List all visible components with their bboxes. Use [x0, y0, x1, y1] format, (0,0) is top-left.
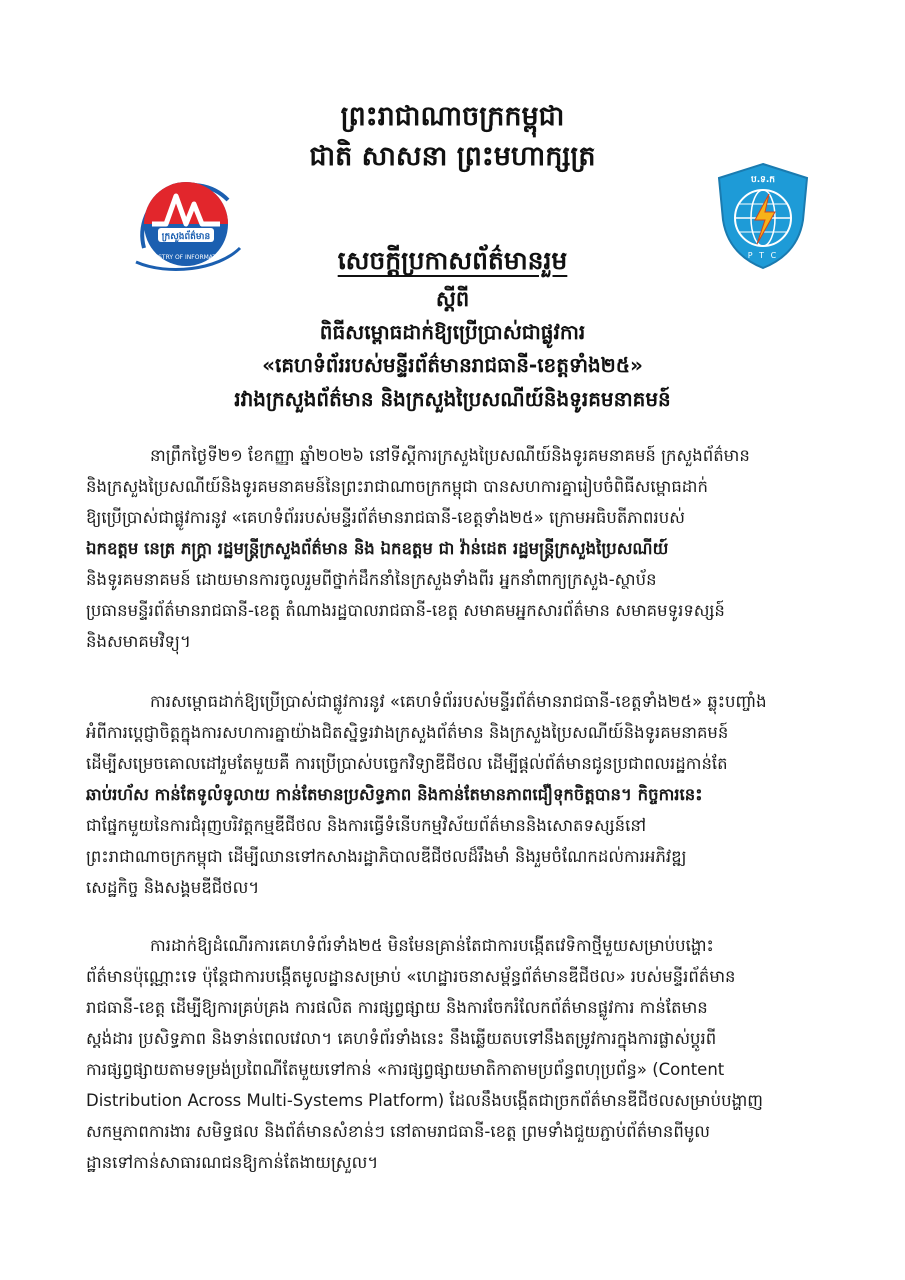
- paragraph-line: អំពីការប្តេជ្ញាចិត្តក្នុងការសហការគ្នាយ៉ាងជិតស្និទ្ធរវាងក្រសួងព័ត៌មាន និងក្រសួងប្រៃសណីយ៍និងទូរគមនាគមន៍: [86, 723, 729, 742]
- paragraph-line: ជាផ្នែកមួយនៃការជំរុញបរិវត្តកម្មឌីជីថល និងការធ្វើទំនើបកម្មវិស័យព័ត៌មាននិងសោតទស្សន៍នៅ: [86, 816, 647, 835]
- paragraph-3: [86, 930, 828, 1178]
- paragraph-line: ព្រះរាជាណាចក្រកម្ពុជា ដើម្បីឈានទៅកសាងរដ្ឋាភិបាលឌីជីថលដ៏រឹងមាំ និងរួមចំណែកដល់ការអភិវឌ្ឍ: [86, 847, 687, 866]
- paragraph-line: និងទូរគមនាគមន៍ ដោយមានការចូលរួមពីថ្នាក់ដឹកនាំនៃក្រសួងទាំងពីរ អ្នកនាំពាក្យក្រសួង-ស្ថាប័ន: [86, 570, 657, 589]
- paragraph-line: ការដាក់ឱ្យដំណើរការគេហទំព័រទាំង២៥ មិនមែនគ្រាន់តែជាការបង្កើតវេទិកាថ្មីមួយសម្រាប់បង្ហោះ: [150, 936, 714, 955]
- paragraph-line: នាព្រឹកថ្ងៃទី២១ ខែកញ្ញា ឆ្នាំ២០២៦ នៅទីស្ដីការក្រសួងប្រៃសណីយ៍និងទូរគមនាគមន៍ ក្រសួងព័ត៌មាន: [150, 446, 750, 465]
- paragraph-2: [86, 686, 828, 903]
- title-line-2: «គេហទំព័ររបស់មន្ទីរព័ត៌មានរាជធានី-ខេត្តទាំង២៥»: [262, 353, 643, 377]
- paragraph-line: សេដ្ឋកិច្ច និងសង្គមឌីជីថល។: [86, 878, 260, 897]
- paragraph-line: ព័ត៌មានប៉ុណ្ណោះទេ ប៉ុន្តែជាការបង្កើតមូលដ្ឋានសម្រាប់ «ហេដ្ឋារចនាសម្ព័ន្ធព័ត៌មានឌីជីថល» របស់មន្ទីរព័ត៌មាន: [86, 967, 736, 986]
- kingdom-heading: ព្រះរាជាណាចក្រកម្ពុជា: [340, 101, 565, 132]
- paragraph-line: រាជធានី-ខេត្ត ដើម្បីឱ្យការគ្រប់គ្រង ការផលិត ការផ្សព្វផ្សាយ និងការចែករំលែកព័ត៌មានផ្លូវការ កាន់តែមាន: [86, 998, 708, 1017]
- paragraph-line: ដើម្បីសម្រេចគោលដៅរួមតែមួយគឺ ការប្រើប្រាស់បច្ចេកវិទ្យាឌីជីថល ដើម្បីផ្ដល់ព័ត៌មានជូនប្រជាពលរដ្ឋកាន់តែ: [86, 754, 728, 773]
- paragraph-line: ឱ្យប្រើប្រាស់ជាផ្លូវការនូវ «គេហទំព័ររបស់មន្ទីរព័ត៌មានរាជធានី-ខេត្តទាំង២៥» ក្រោមអធិបតីភាពរបស់: [86, 508, 685, 527]
- paragraph-line: សកម្មភាពការងារ សមិទ្ធផល និងព័ត៌មានសំខាន់ៗ នៅតាមរាជធានី-ខេត្ត ព្រមទាំងជួយភ្ជាប់ព័ត៌មានពីមូល: [86, 1122, 711, 1141]
- title-line-3: រវាងក្រសួងព័ត៌មាន និងក្រសួងប្រៃសណីយ៍និងទូរគមនាគមន៍: [234, 387, 671, 411]
- logo-right-top-label: ប.ទ.ក: [751, 175, 775, 185]
- paragraph-line: ការផ្សព្វផ្សាយតាមទម្រង់ប្រពៃណីតែមួយទៅកាន់ «ការផ្សព្វផ្សាយមាតិកាតាមប្រព័ន្ធពហុប្រព័ន្ធ» (Content: [86, 1060, 725, 1079]
- paragraph-1: [86, 440, 828, 657]
- document-title: សេចក្ដីប្រកាសព័ត៌មានរួម: [337, 246, 568, 275]
- motto-heading: ជាតិ សាសនា ព្រះមហាក្សត្រ: [309, 141, 596, 172]
- logo-left-label: ក្រសួងព័ត៌មាន: [161, 232, 211, 242]
- title-about: ស្ដីពី: [435, 287, 470, 311]
- paragraph-line: និងក្រសួងប្រៃសណីយ៍និងទូរគមនាគមន៍នៃព្រះរាជាណាចក្រកម្ពុជា បានសហការគ្នារៀបចំពិធីសម្ពោធដាក់: [86, 477, 708, 496]
- paragraph-line: ឆាប់រហ័ស កាន់តែទូលំទូលាយ កាន់តែមានប្រសិទ្ធភាព និងកាន់តែមានភាពជឿទុកចិត្តបាន។ កិច្ចការនេះ: [86, 785, 703, 804]
- paragraph-line: ប្រធានមន្ទីរព័ត៌មានរាជធានី-ខេត្ត តំណាងរដ្ឋបាលរាជធានី-ខេត្ត សមាគមអ្នកសារព័ត៌មាន សមាគមទូរទស្សន៍: [86, 601, 725, 620]
- title-line-1: ពិធីសម្ពោធដាក់ឱ្យប្រើប្រាស់ជាផ្លូវការ: [319, 320, 586, 344]
- paragraph-line: ការសម្ពោធដាក់ឱ្យប្រើប្រាស់ជាផ្លូវការនូវ «គេហទំព័ររបស់មន្ទីរព័ត៌មានរាជធានី-ខេត្តទាំង២៥» ឆ្លុះបញ្ចាំង: [150, 692, 767, 711]
- paragraph-line: ស្តង់ដារ ប្រសិទ្ធភាព និងទាន់ពេលវេលា។ គេហទំព័រទាំងនេះ នឹងឆ្លើយតបទៅនឹងតម្រូវការក្នុងការផ្លាស់ប្តូរពី: [86, 1029, 717, 1048]
- paragraph-line: ដ្ឋានទៅកាន់សាធារណជនឱ្យកាន់តែងាយស្រួល។: [86, 1153, 379, 1172]
- paragraph-line: និងសមាគមវិទ្យុ។: [86, 632, 191, 651]
- logo-left-arc-label: MINISTRY OF INFORMATION: [144, 254, 228, 261]
- paragraph-line: Distribution Across Multi-Systems Platform) ដែលនឹងបង្កើតជាច្រកព័ត៌មានឌីជីថលសម្រាប់បង្ហាញ: [86, 1091, 764, 1110]
- logo-right-bottom-label: P T C: [747, 251, 779, 260]
- paragraph-line: ឯកឧត្ដម នេត្រ ភក្ត្រា រដ្ឋមន្ត្រីក្រសួងព័ត៌មាន និង ឯកឧត្ដម ជា វ៉ាន់ដេត រដ្ឋមន្ត្រីក្រសួងប្រៃសណីយ៍: [86, 539, 669, 558]
